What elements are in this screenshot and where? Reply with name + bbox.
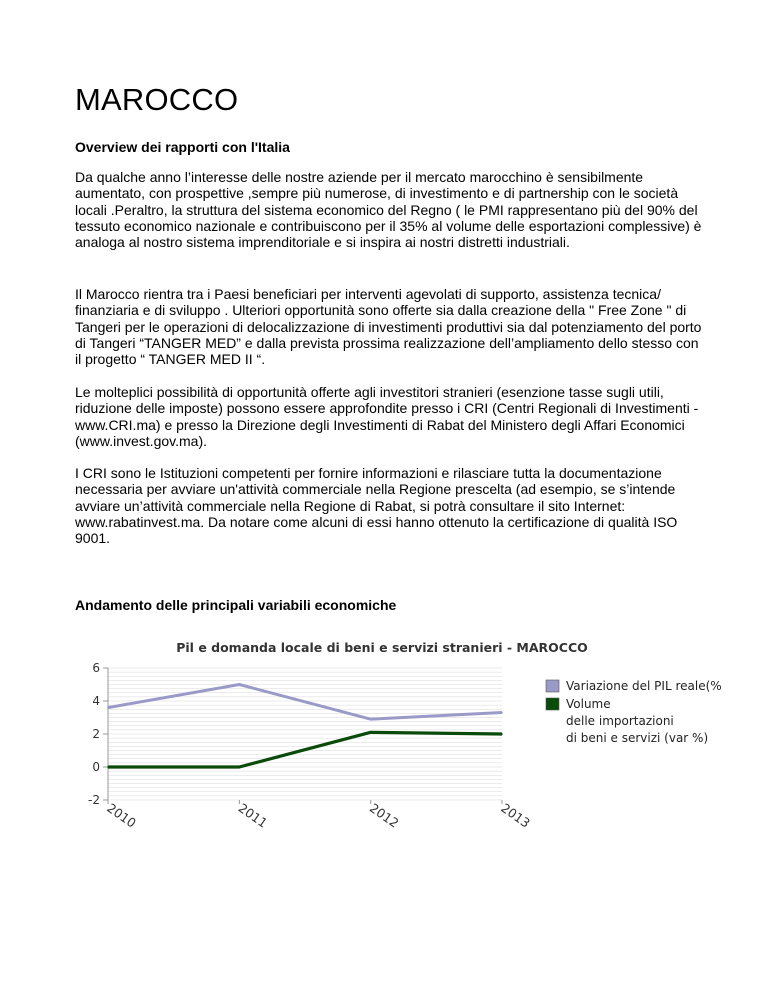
line-chart <box>60 630 740 850</box>
series-1-point <box>501 712 503 714</box>
paragraph-2: Il Marocco rientra tra i Paesi beneficiari per interventi agevolati di supporto, assistenza tecnica/ finanziaria e di sviluppo . Ulteriori opportunità sono offerte sia dalla creazione della " Free Zone " di Tangeri per le operazioni di delocalizzazione di investimenti produttivi sia dal potenziamento del porto di Tangeri “TANGER MED” e dalla prevista prossima realizzazione dell’ampliamento dello stesso con il progetto “ TANGER MED II “. <box>75 286 702 368</box>
legend-swatch-2 <box>546 698 559 710</box>
series-2-point <box>501 733 503 735</box>
y-tick-label: 2 <box>92 727 100 741</box>
series-1-point <box>107 707 109 709</box>
y-tick-label: -2 <box>88 793 100 807</box>
legend-label-2: delle importazioni <box>566 714 674 728</box>
x-tick-label: 2010 <box>104 800 139 831</box>
series-2-point <box>239 766 241 768</box>
legend-label-2: di beni e servizi (var %) <box>566 731 709 745</box>
page-title: MAROCCO <box>75 82 239 117</box>
x-tick-label: 2011 <box>235 800 271 831</box>
y-tick-label: 0 <box>92 760 100 774</box>
chart-legend <box>546 679 722 745</box>
series-1-point <box>370 718 372 720</box>
series-1-point <box>239 684 241 686</box>
paragraph-3: Le molteplici possibilità di opportunità offerte agli investitori stranieri (esenzione tasse sugli utili, riduzione delle imposte) possono essere approfondite presso i CRI (Centri Regionali di Investimenti - www.CRI.ma) e presso la Direzione degli Investimenti di Rabat del Ministero degli Affari Economici (www.invest.gov.ma). <box>75 384 699 449</box>
legend-swatch-1 <box>546 680 559 692</box>
paragraph-1: Da qualche anno l’interesse delle nostre aziende per il mercato marocchino è sensibilmente aumentato, con prospettive ,sempre più numerose, di investimento e di partnership con le società locali .Peraltro, la struttura del sistema economico del Regno ( le PMI rappresentano più del 90% del tessuto economico nazionale e contribuiscono per il 35% al volume delle esportazioni complessive) è analoga al nostro sistema imprenditoriale e si inspira ai nostri distretti industriali. <box>75 169 702 251</box>
series-2-point <box>370 732 372 734</box>
paragraph-4: I CRI sono le Istituzioni competenti per fornire informazioni e rilasciare tutta la documentazione necessaria per avviare un'attività commerciale nella Regione prescelta (ad esempio, se s’intende avviare un’attività commerciale nella Regione di Rabat, si potrà consultare il sito Internet: www.rabatinvest.ma. Da notare come alcuni di essi hanno ottenuto la certificazione di qualità ISO 9001. <box>75 465 678 547</box>
series-2-point <box>107 766 109 768</box>
y-tick-label: 4 <box>92 694 100 708</box>
x-tick-label: 2013 <box>498 800 533 831</box>
x-tick-label: 2012 <box>366 800 402 831</box>
chart-title: Pil e domanda locale di beni e servizi stranieri - MAROCCO <box>176 640 588 655</box>
legend-label-1: Variazione del PIL reale(% <box>566 679 722 693</box>
section-heading-overview: Overview dei rapporti con l'Italia <box>75 139 290 155</box>
legend-label-2: Volume <box>566 697 611 711</box>
y-tick-label: 6 <box>92 661 100 675</box>
section-heading-economic-variables: Andamento delle principali variabili economiche <box>75 597 397 613</box>
